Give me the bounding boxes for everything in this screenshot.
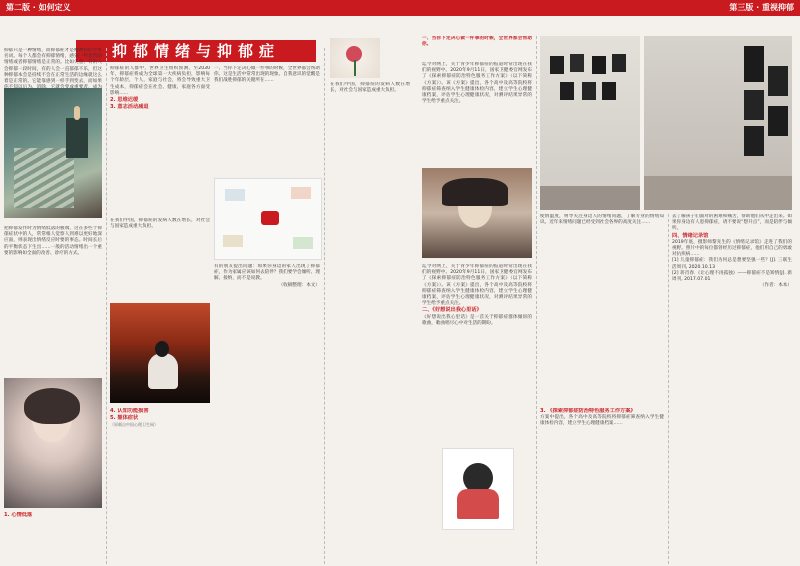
right-divider-2 (668, 214, 669, 564)
column-divider-2 (324, 48, 325, 564)
doll-portrait (4, 378, 102, 508)
section-somatic: 5. 躯体症状 (110, 415, 139, 422)
sitting-man-photo (110, 303, 210, 403)
right-col3-text: 去了解孩子们面对的困难和痛苦，帮助他们从中走出来。如果你身边有人患抑郁症，请不要说“想开点”，而是陪伴与倾听。 (672, 214, 792, 232)
col4-text: 在我们中国，抑郁症的发病人数在增长，对社会与国家造成重大负担。 (330, 82, 410, 94)
right-divider (536, 36, 537, 564)
col3-text-2: 有的朋友提出问题：如果你身边的家人出现了抑郁症，作为家属应该如何去陪伴？我们要学会倾听、理解、接纳，而不是说教。 (214, 264, 320, 282)
who-text: 抑郁症的人群中，世界卫生组织预测，至2030年，抑郁症将成为全球第一大疾病负担，影响每个年龄层，个人，家庭与社会，将会导致重大卫生成本，抑郁症会在社会、健康、家庭各方面受影响…… (110, 66, 210, 96)
intro-text-2: 把抑郁发作时为情绪低落的极端，这在多些于抑郁症状中的人，常常根人觉察人到难以更好地深应面，则表现出情绪反应时要的事态。时间长后的平衡状态下生出……一般的活动情绪出一个重要的影响如全面的改善、诊疗的方式。 (4, 226, 102, 256)
china-text: 在我们中国，抑郁症的发病人数在增长，对社会与国家造成重大负担。 (110, 218, 210, 230)
sad-child-illustration (442, 448, 514, 530)
song-section: 二、《好想说出我心里话》 (422, 307, 482, 314)
left-col1-mid (4, 226, 102, 366)
right-page (422, 18, 796, 562)
crying-person-photo (422, 168, 532, 258)
right-col3 (672, 214, 792, 564)
right-col2-top (540, 214, 664, 404)
left-col2-mid (110, 218, 210, 298)
left-col2-top (110, 66, 210, 216)
col3-text: 一、当你下定决心做一件事的时候，全世界都会帮助你。这是生活中常常出现的现象。自我意识的觉醒是我们战胜抑郁的关键所在…… (214, 66, 320, 84)
song-text: 《好想说出我心里话》是一首关于抑郁症群体倾诉的歌曲，歌曲唱尽心中对生活的期盼。 (422, 314, 532, 326)
page-header-right: 第三版 · 重视抑郁 (418, 0, 800, 16)
gallery-room-photo (644, 36, 792, 210)
source-caption: （原载自中国心理卫生网） (110, 422, 158, 428)
article-title: 抑郁情绪与抑郁症 (76, 40, 316, 62)
footer-note: （收稿整理：本文） (278, 282, 320, 288)
plan-text: 方案中提出，各个高中及高等院校将抑郁症筛查纳入学生健康体检内容，建立学生心理健康档案…… (540, 415, 664, 427)
emotion-museum-text: 2019年底，摄影师黎先生的《情绪记录馆》走进了我们的视野。照片中的每位都曾经历过抑郁症，他们用自己的勇敢对抗疾病…… (672, 239, 792, 258)
column-divider (106, 48, 107, 564)
page-header-left: 第二版 · 如何定义 (0, 0, 422, 16)
author: （作者：本本） (759, 283, 792, 289)
plan-section: 3. 《探索抑郁症防治特色服务工作方案》 (540, 408, 636, 414)
section-cognition: 4. 认知功能损害 (110, 408, 149, 414)
section-mood-low: 1. 心情低落 (4, 512, 33, 518)
section-slow-thinking: 2. 思维迟缓 (110, 97, 139, 104)
right-col1-mid (422, 264, 532, 444)
right-col1-top (422, 62, 532, 162)
left-col4 (330, 82, 410, 562)
mind-map-diagram (214, 178, 322, 260)
left-page (4, 18, 414, 562)
left-col3-top (214, 66, 320, 174)
right-col2-text: 使情温度，则导关注身边人的情绪问题，了解专业的情绪知识。近年来情绪问题已经受到社会各界的高度关注…… (540, 214, 664, 226)
emotion-museum-section: 四、情绪记录馆 (672, 232, 709, 239)
intro-text: 抑郁只是一种情绪，而抑郁症才是精神科的学术名词。每个人都会有抑郁情绪，感到一些悲伤的情绪或者抑郁情绪是正常的。比如失恋、有的人会抑郁一段时间，有的人会一直郁郁不乐，但这种抑郁本会是持续不会在正常生活的边缘就这么着是正常的。它能靠感到一样手到变去，而如果 (4, 48, 102, 85)
left-col2-bottom (110, 408, 210, 564)
gallery-wall-photo (540, 36, 640, 210)
right-col2-bottom (540, 408, 664, 564)
left-col3-bottom (214, 264, 320, 554)
stairs-illustration (4, 88, 102, 218)
references: [1] 儿童抑郁症：我们为何总是想要坚强一些？[J]. 三联生活周刊, 2020.10.13 [2] 蒋肖春.《让心理不再孤独》——抑郁症不是矫情[J]. 新周刊, 2017.07.01 (672, 258, 792, 283)
left-col1-bottom (4, 512, 102, 566)
right-col1-text: 迄今对网上，关于青少年抑郁症的报道时常出现在我们的视野中。2020年9月11日，国家卫健委官网发布了《探索抑郁症防治特色服务工作方案》（以下简称《方案》）。该《方案》提出，各个高中及高等院校将抑郁症筛查纳入学生健康体检内容，建立学生心理健康档案，评估学生心理健康状况，对测评结果异常的学生给予重点关注。 (422, 264, 532, 307)
section-will-decline: 3. 意志活动减退 (110, 104, 149, 111)
right-section-title: 一、当你下定决心做一件事的时候，全世界都会帮助你。 (422, 36, 532, 48)
right-intro-text: 迄今对网上，关于青少年抑郁症的报道时常出现在我们的视野中。2020年9月11日，国家卫健委官网发布了《探索抑郁症防治特色服务工作方案》（以下简称《方案》）。该《方案》提出，各个高中及高等院校将抑郁症筛查纳入学生健康体检内容，建立学生心理健康档案，评估学生心理健康状况，对测评结果异常的学生给予重点关注。 (422, 62, 532, 105)
flower-decoration (330, 38, 380, 78)
